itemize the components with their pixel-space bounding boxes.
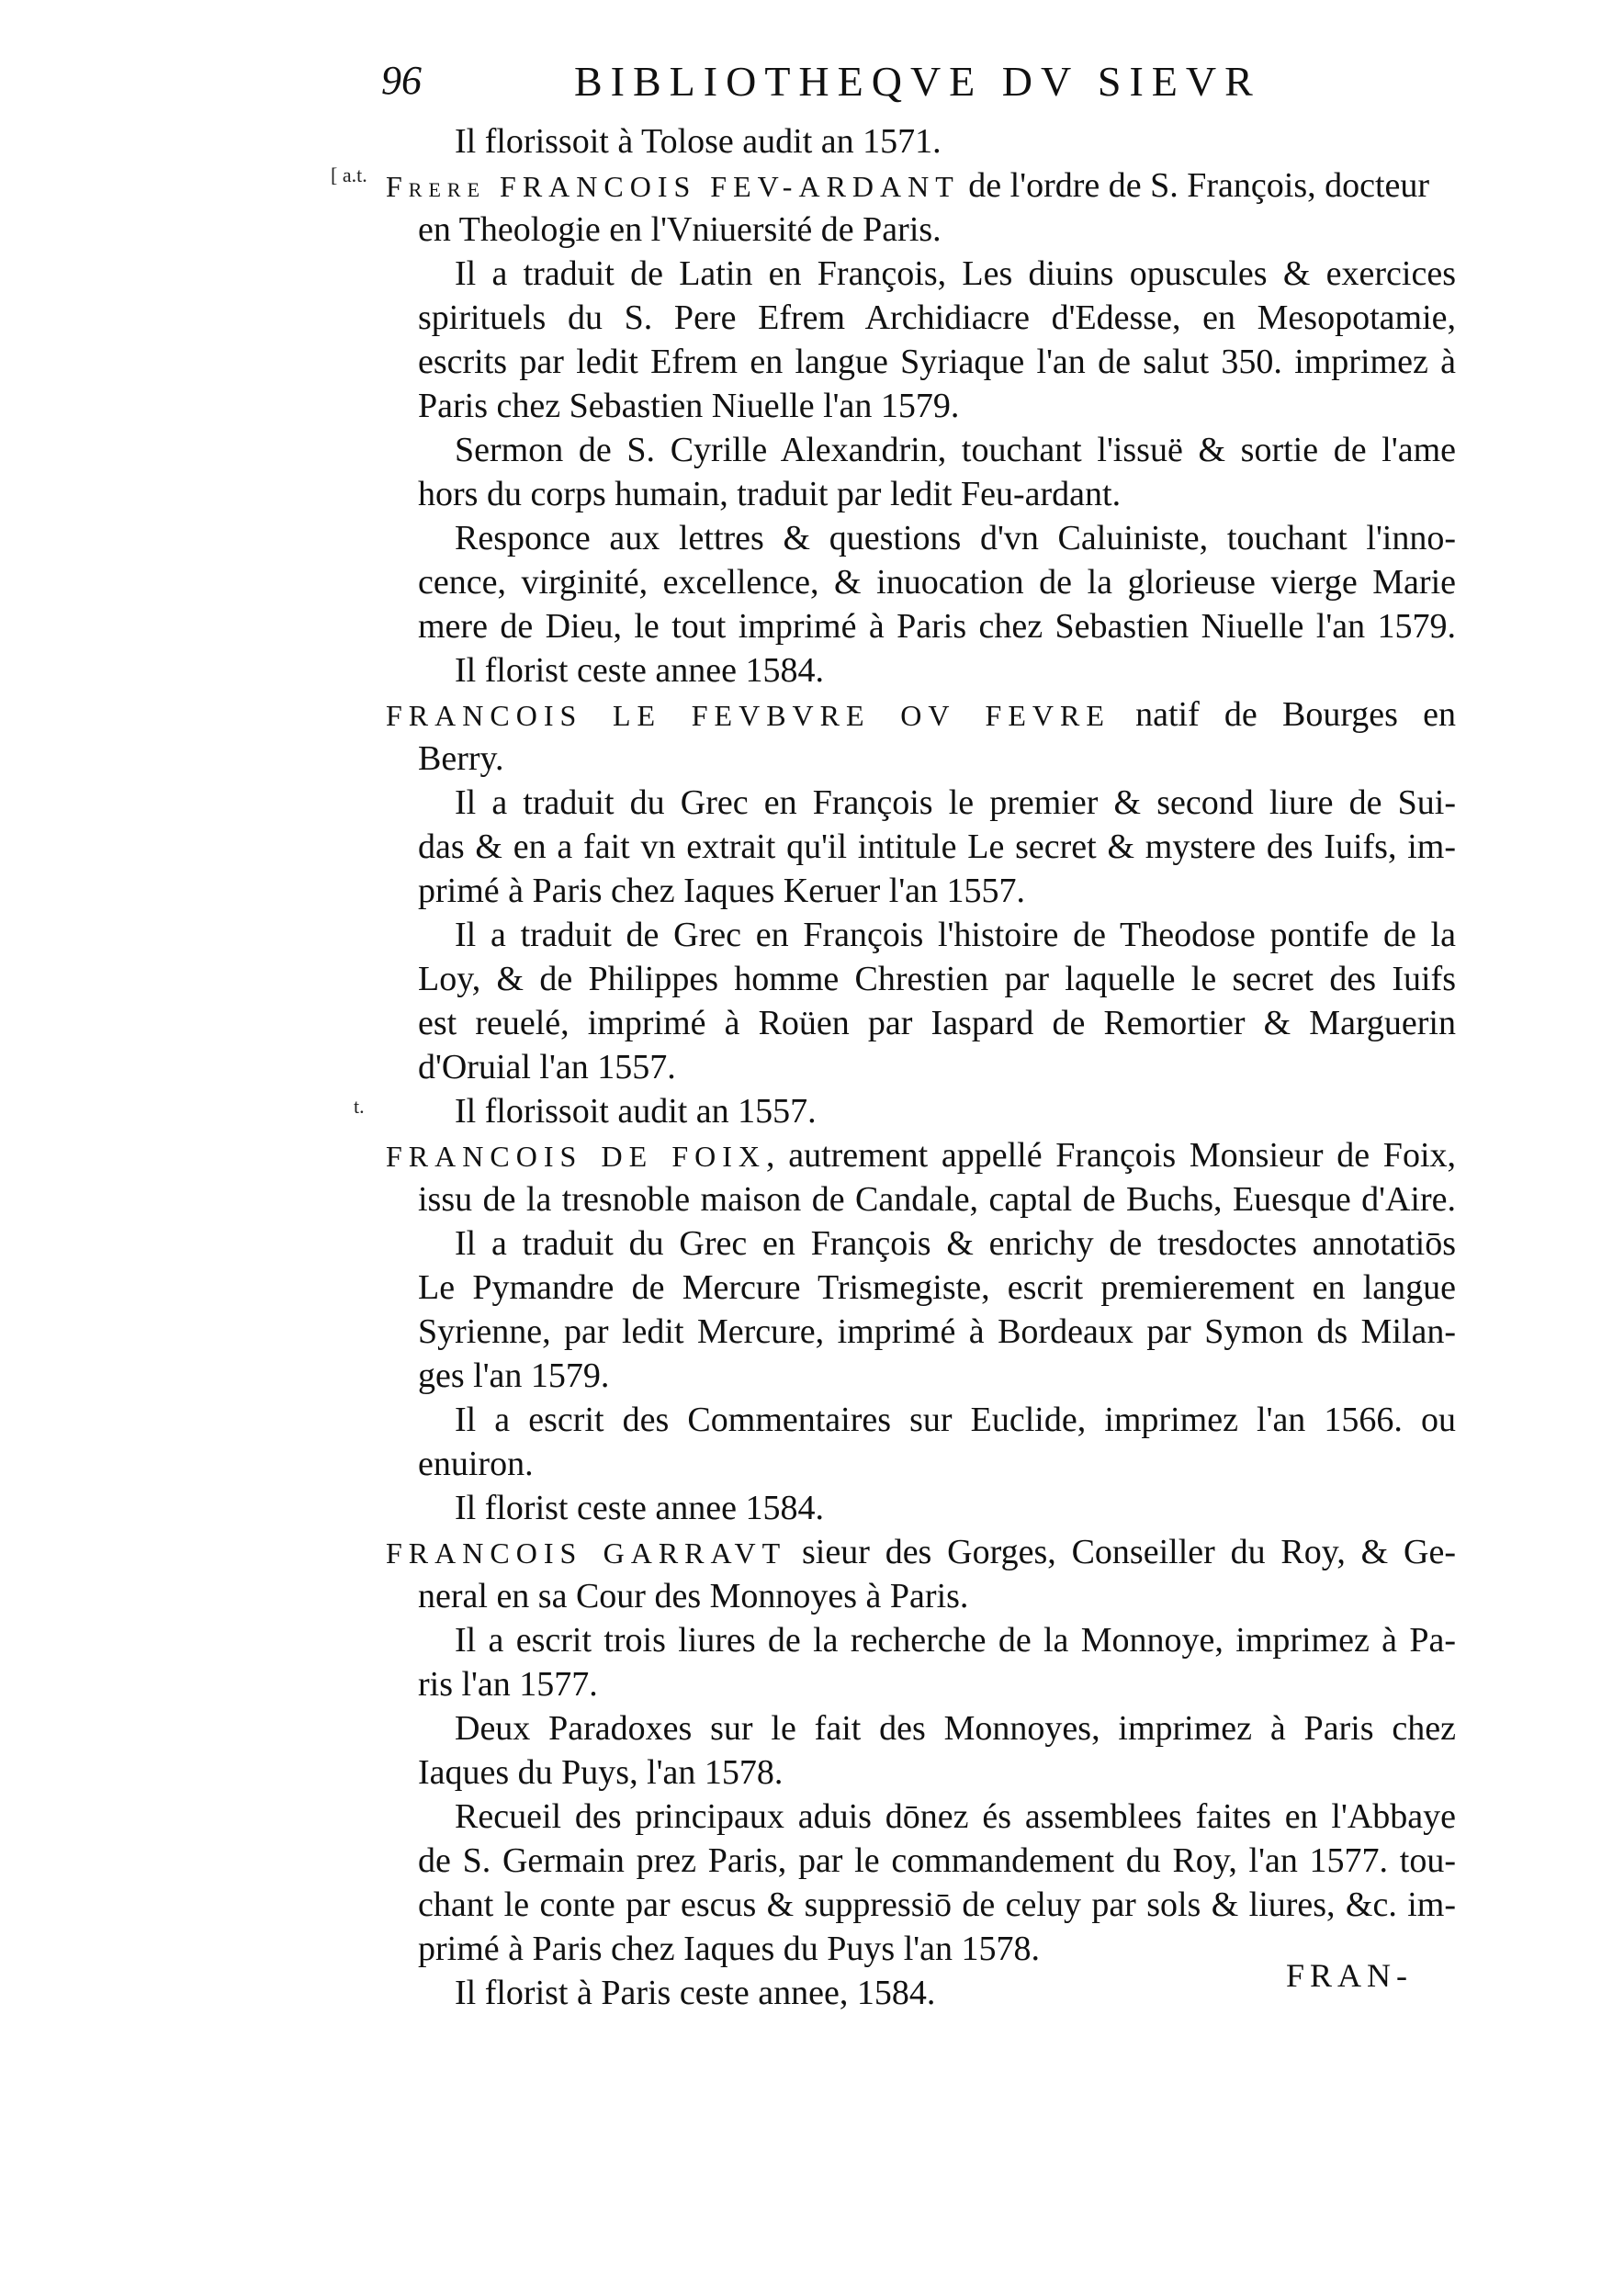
text-line: Il a traduit de Latin en François, Les diuins opuscules & exercices xyxy=(455,254,1456,293)
text-line: ges l'an 1579. xyxy=(418,1356,610,1395)
text-line: Berry. xyxy=(418,739,504,778)
page-header xyxy=(381,57,1456,121)
text-line: primé à Paris chez Iaques Keruer l'an 1557. xyxy=(418,872,1026,910)
text-line: Il florist ceste annee 1584. xyxy=(455,651,825,690)
entry-heading xyxy=(386,1530,1456,1575)
entry-heading-text: de l'ordre de S. François, docteur xyxy=(959,166,1430,205)
text-line: das & en a fait vn extrait qu'il intitule Le secret & mystere des Iuifs, im- xyxy=(418,827,1456,866)
text-line: est reuelé, imprimé à Roüen par Iaspard de Remortier & Marguerin xyxy=(418,1004,1456,1042)
text-line: Syrienne, par ledit Mercure, imprimé à Bordeaux par Symon ds Milan- xyxy=(418,1312,1456,1351)
text-line: Il a escrit des Commentaires sur Euclide, imprimez l'an 1566. ou xyxy=(455,1401,1456,1439)
text-line: Responce aux lettres & questions d'vn Caluiniste, touchant l'inno- xyxy=(455,519,1456,557)
margin-note: t. xyxy=(354,1095,365,1118)
catchword: FRAN- xyxy=(1286,1957,1414,1994)
text-line: Sermon de S. Cyrille Alexandrin, touchant l'issuë & sortie de l'ame xyxy=(455,431,1456,469)
text-line: cence, virginité, excellence, & inuocation de la glorieuse vierge Marie xyxy=(418,563,1456,602)
text-line: Il florist ceste annee 1584. xyxy=(455,1489,825,1527)
text-line: enuiron. xyxy=(418,1445,534,1483)
author-name: FRANCOIS GARRAVT xyxy=(386,1536,787,1570)
entry-heading xyxy=(386,1133,1456,1178)
entry-heading-text: , autrement appellé François Monsieur de Foix, xyxy=(766,1136,1456,1175)
author-name: Frere FRANCOIS FEV-ARDANT xyxy=(386,170,960,203)
text-line: Il florissoit audit an 1557. xyxy=(455,1092,817,1131)
author-name: FRANCOIS LE FEVBVRE OV FEVRE xyxy=(386,699,1111,732)
text-line: d'Oruial l'an 1557. xyxy=(418,1048,676,1086)
text-line: mere de Dieu, le tout imprimé à Paris chez Sebastien Niuelle l'an 1579. xyxy=(418,607,1456,646)
text-line: Le Pymandre de Mercure Trismegiste, escrit premierement en langue xyxy=(418,1268,1456,1307)
text-line: primé à Paris chez Iaques du Puys l'an 1578. xyxy=(418,1930,1040,1968)
text-line: Loy, & de Philippes homme Chrestien par laquelle le secret des Iuifs xyxy=(418,960,1456,998)
text-line: spirituels du S. Pere Efrem Archidiacre d'Edesse, en Mesopotamie, xyxy=(418,298,1456,337)
page-number: 96 xyxy=(381,58,422,103)
text-line: Il a escrit trois liures de la recherche de la Monnoye, imprimez à Pa- xyxy=(455,1621,1456,1660)
text-line: de S. Germain prez Paris, par le commandement du Roy, l'an 1577. tou- xyxy=(418,1841,1456,1880)
text-line: Il a traduit du Grec en François & enrichy de tresdoctes annotatiōs xyxy=(455,1224,1456,1263)
text-line: Il florissoit à Tolose audit an 1571. xyxy=(455,122,942,161)
text-line: escrits par ledit Efrem en langue Syriaque l'an de salut 350. imprimez à xyxy=(418,343,1456,381)
text-line: neral en sa Cour des Monnoyes à Paris. xyxy=(418,1577,969,1615)
entry-heading xyxy=(386,692,1456,737)
text-line: Il florist à Paris ceste annee, 1584. xyxy=(455,1974,936,2012)
entry-heading-text: natif de Bourges en xyxy=(1110,695,1456,734)
text-line: hors du corps humain, traduit par ledit Feu-ardant. xyxy=(418,475,1122,513)
text-line: en Theologie en l'Vniuersité de Paris. xyxy=(418,210,942,249)
author-name: FRANCOIS DE FOIX xyxy=(386,1140,767,1173)
text-line: Il a traduit du Grec en François le premier & second liure de Sui- xyxy=(455,783,1456,822)
text-line: Recueil des principaux aduis dōnez és assemblees faites en l'Abbaye xyxy=(455,1797,1456,1836)
text-line: Paris chez Sebastien Niuelle l'an 1579. xyxy=(418,387,960,425)
text-line: chant le conte par escus & suppressiō de celuy par sols & liures, &c. im- xyxy=(418,1885,1456,1924)
text-line: Iaques du Puys, l'an 1578. xyxy=(418,1753,784,1792)
margin-note: [ a.t. xyxy=(331,163,367,186)
text-line: Il a traduit de Grec en François l'histoire de Theodose pontife de la xyxy=(455,916,1456,954)
text-line: issu de la tresnoble maison de Candale, captal de Buchs, Euesque d'Aire. xyxy=(418,1180,1456,1219)
running-title: BIBLIOTHEQVE DV SIEVR xyxy=(574,58,1261,105)
entry-heading xyxy=(386,163,1429,208)
text-line: Deux Paradoxes sur le fait des Monnoyes, imprimez à Paris chez xyxy=(455,1709,1456,1748)
entry-heading-text: sieur des Gorges, Conseiller du Roy, & Ge- xyxy=(786,1533,1456,1571)
text-line: ris l'an 1577. xyxy=(418,1665,598,1704)
